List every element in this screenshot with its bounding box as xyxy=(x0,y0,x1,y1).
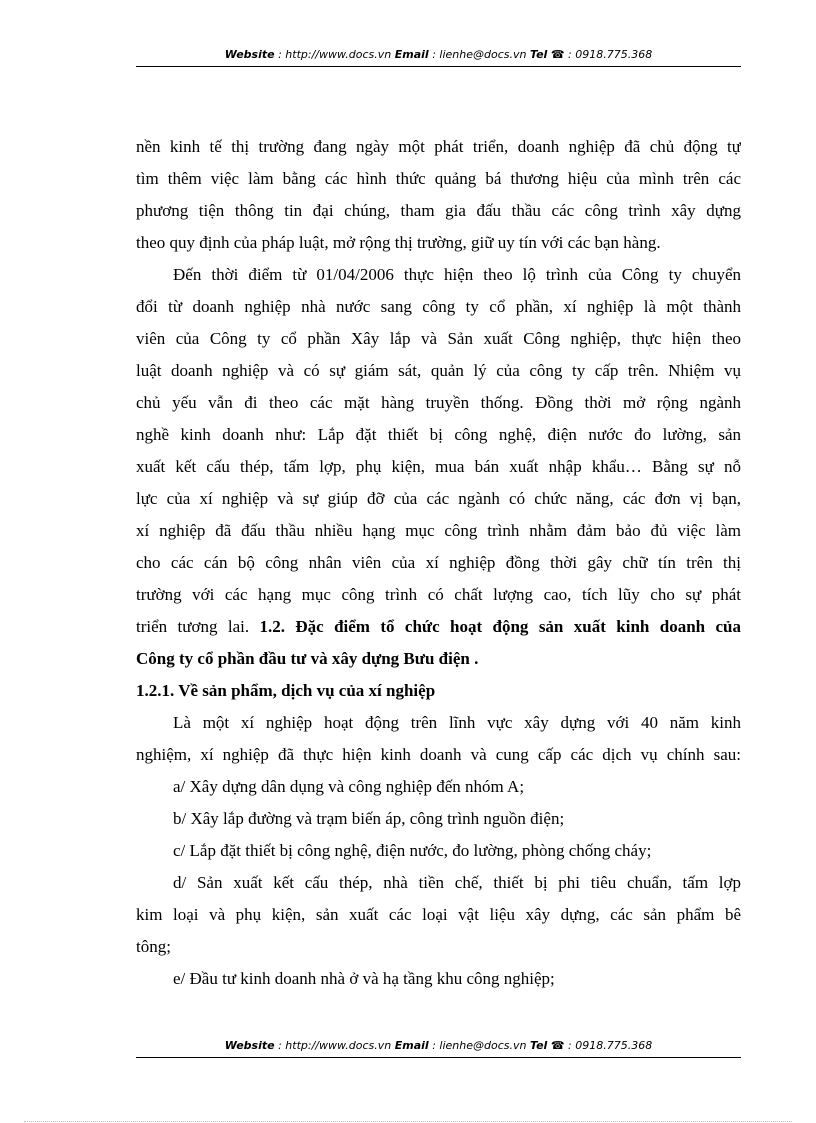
text-line: viên của Công ty cổ phần Xây lắp và Sản xuất Công nghiệp, thực hiện theo xyxy=(136,329,741,348)
text-line: chủ yếu vẫn đi theo các mặt hàng truyền thống. Đồng thời mở rộng ngành xyxy=(136,393,741,412)
header-tel-label: Tel xyxy=(529,48,548,61)
text-line: lực của xí nghiệp và sự giúp đỡ của các ngành có chức năng, các đơn vị bạn, xyxy=(136,489,741,508)
text-line: nghiệm, xí nghiệp đã thực hiện kinh doanh và cung cấp các dịch vụ chính sau: xyxy=(136,745,741,764)
header-email-value: : lienhe@docs.vn xyxy=(428,48,530,61)
footer-rule xyxy=(136,1057,741,1058)
text-line: xuất kết cấu thép, tấm lợp, phụ kiện, mua bán xuất nhập khẩu… Bằng sự nỗ xyxy=(136,457,741,476)
header-email-label: Email xyxy=(394,48,429,61)
list-item: d/ Sản xuất kết cấu thép, nhà tiền chế, thiết bị phi tiêu chuẩn, tấm lợp xyxy=(173,873,741,892)
text-line: xí nghiệp đã đấu thầu nhiều hạng mục công trình nhằm đảm bảo đủ việc làm xyxy=(136,521,741,540)
text-line xyxy=(136,611,741,643)
list-item: e/ Đầu tư kinh doanh nhà ở và hạ tầng khu công nghiệp; xyxy=(173,969,555,988)
text-line: Đến thời điểm từ 01/04/2006 thực hiện theo lộ trình của Công ty chuyển xyxy=(173,265,741,284)
text-line: trường với các hạng mục công trình có chất lượng cao, tích lũy cho sự phát xyxy=(136,585,741,604)
footer-email-label: Email xyxy=(394,1039,429,1052)
section-heading-1-2: 1.2. Đặc điểm tổ chức hoạt động sản xuất kinh doanh của xyxy=(259,617,741,636)
text-line: nghề kinh doanh như: Lắp đặt thiết bị công nghệ, điện nước đo lường, sản xyxy=(136,425,741,444)
page-header xyxy=(136,48,741,61)
text-line: luật doanh nghiệp và có sự giám sát, quản lý của công ty cấp trên. Nhiệm vụ xyxy=(136,361,741,380)
text-line: cho các cán bộ công nhân viên của xí nghiệp đồng thời gây chữ tín trên thị xyxy=(136,553,741,572)
text-line: phương tiện thông tin đại chúng, tham gia đấu thầu các công trình xây dựng xyxy=(136,201,741,220)
list-item: c/ Lắp đặt thiết bị công nghệ, điện nước, đo lường, phòng chống cháy; xyxy=(173,841,652,860)
text-fragment: triển tương lai. xyxy=(136,617,260,636)
list-item: b/ Xây lắp đường và trạm biến áp, công trình nguồn điện; xyxy=(173,809,565,828)
footer-tel-value: : 0918.775.368 xyxy=(564,1039,653,1052)
text-line: tìm thêm việc làm bằng các hình thức quảng bá thương hiệu của mình trên các xyxy=(136,169,741,188)
header-tel-value: : 0918.775.368 xyxy=(564,48,653,61)
section-heading-1-2-1: 1.2.1. Về sản phẩm, dịch vụ của xí nghiệp xyxy=(136,681,436,700)
text-line: tông; xyxy=(136,937,171,956)
page-boundary xyxy=(24,1121,792,1122)
footer-website-url: : http://www.docs.vn xyxy=(274,1039,395,1052)
footer-tel-label: Tel xyxy=(529,1039,548,1052)
footer-website-label: Website xyxy=(224,1039,275,1052)
header-website-label: Website xyxy=(224,48,275,61)
section-heading-1-2-cont: Công ty cổ phần đầu tư và xây dựng Bưu điện . xyxy=(136,649,479,668)
header-rule xyxy=(136,66,741,67)
text-line: theo quy định của pháp luật, mở rộng thị trường, giữ uy tín với các bạn hàng. xyxy=(136,233,661,252)
text-line: nền kinh tế thị trường đang ngày một phát triển, doanh nghiệp đã chủ động tự xyxy=(136,137,741,156)
text-line: đổi từ doanh nghiệp nhà nước sang công ty cổ phần, xí nghiệp là một thành xyxy=(136,297,741,316)
text-line: Là một xí nghiệp hoạt động trên lĩnh vực xây dựng với 40 năm kinh xyxy=(173,713,741,732)
text-line: kim loại và phụ kiện, sản xuất các loại vật liệu xây dựng, các sản phẩm bê xyxy=(136,905,741,924)
document-body xyxy=(136,131,741,995)
list-item: a/ Xây dựng dân dụng và công nghiệp đến nhóm A; xyxy=(173,777,525,796)
phone-icon: ☎ xyxy=(550,48,565,61)
phone-icon: ☎ xyxy=(550,1039,565,1052)
page-footer xyxy=(136,1039,741,1052)
header-website-url: : http://www.docs.vn xyxy=(274,48,395,61)
footer-email-value: : lienhe@docs.vn xyxy=(428,1039,530,1052)
